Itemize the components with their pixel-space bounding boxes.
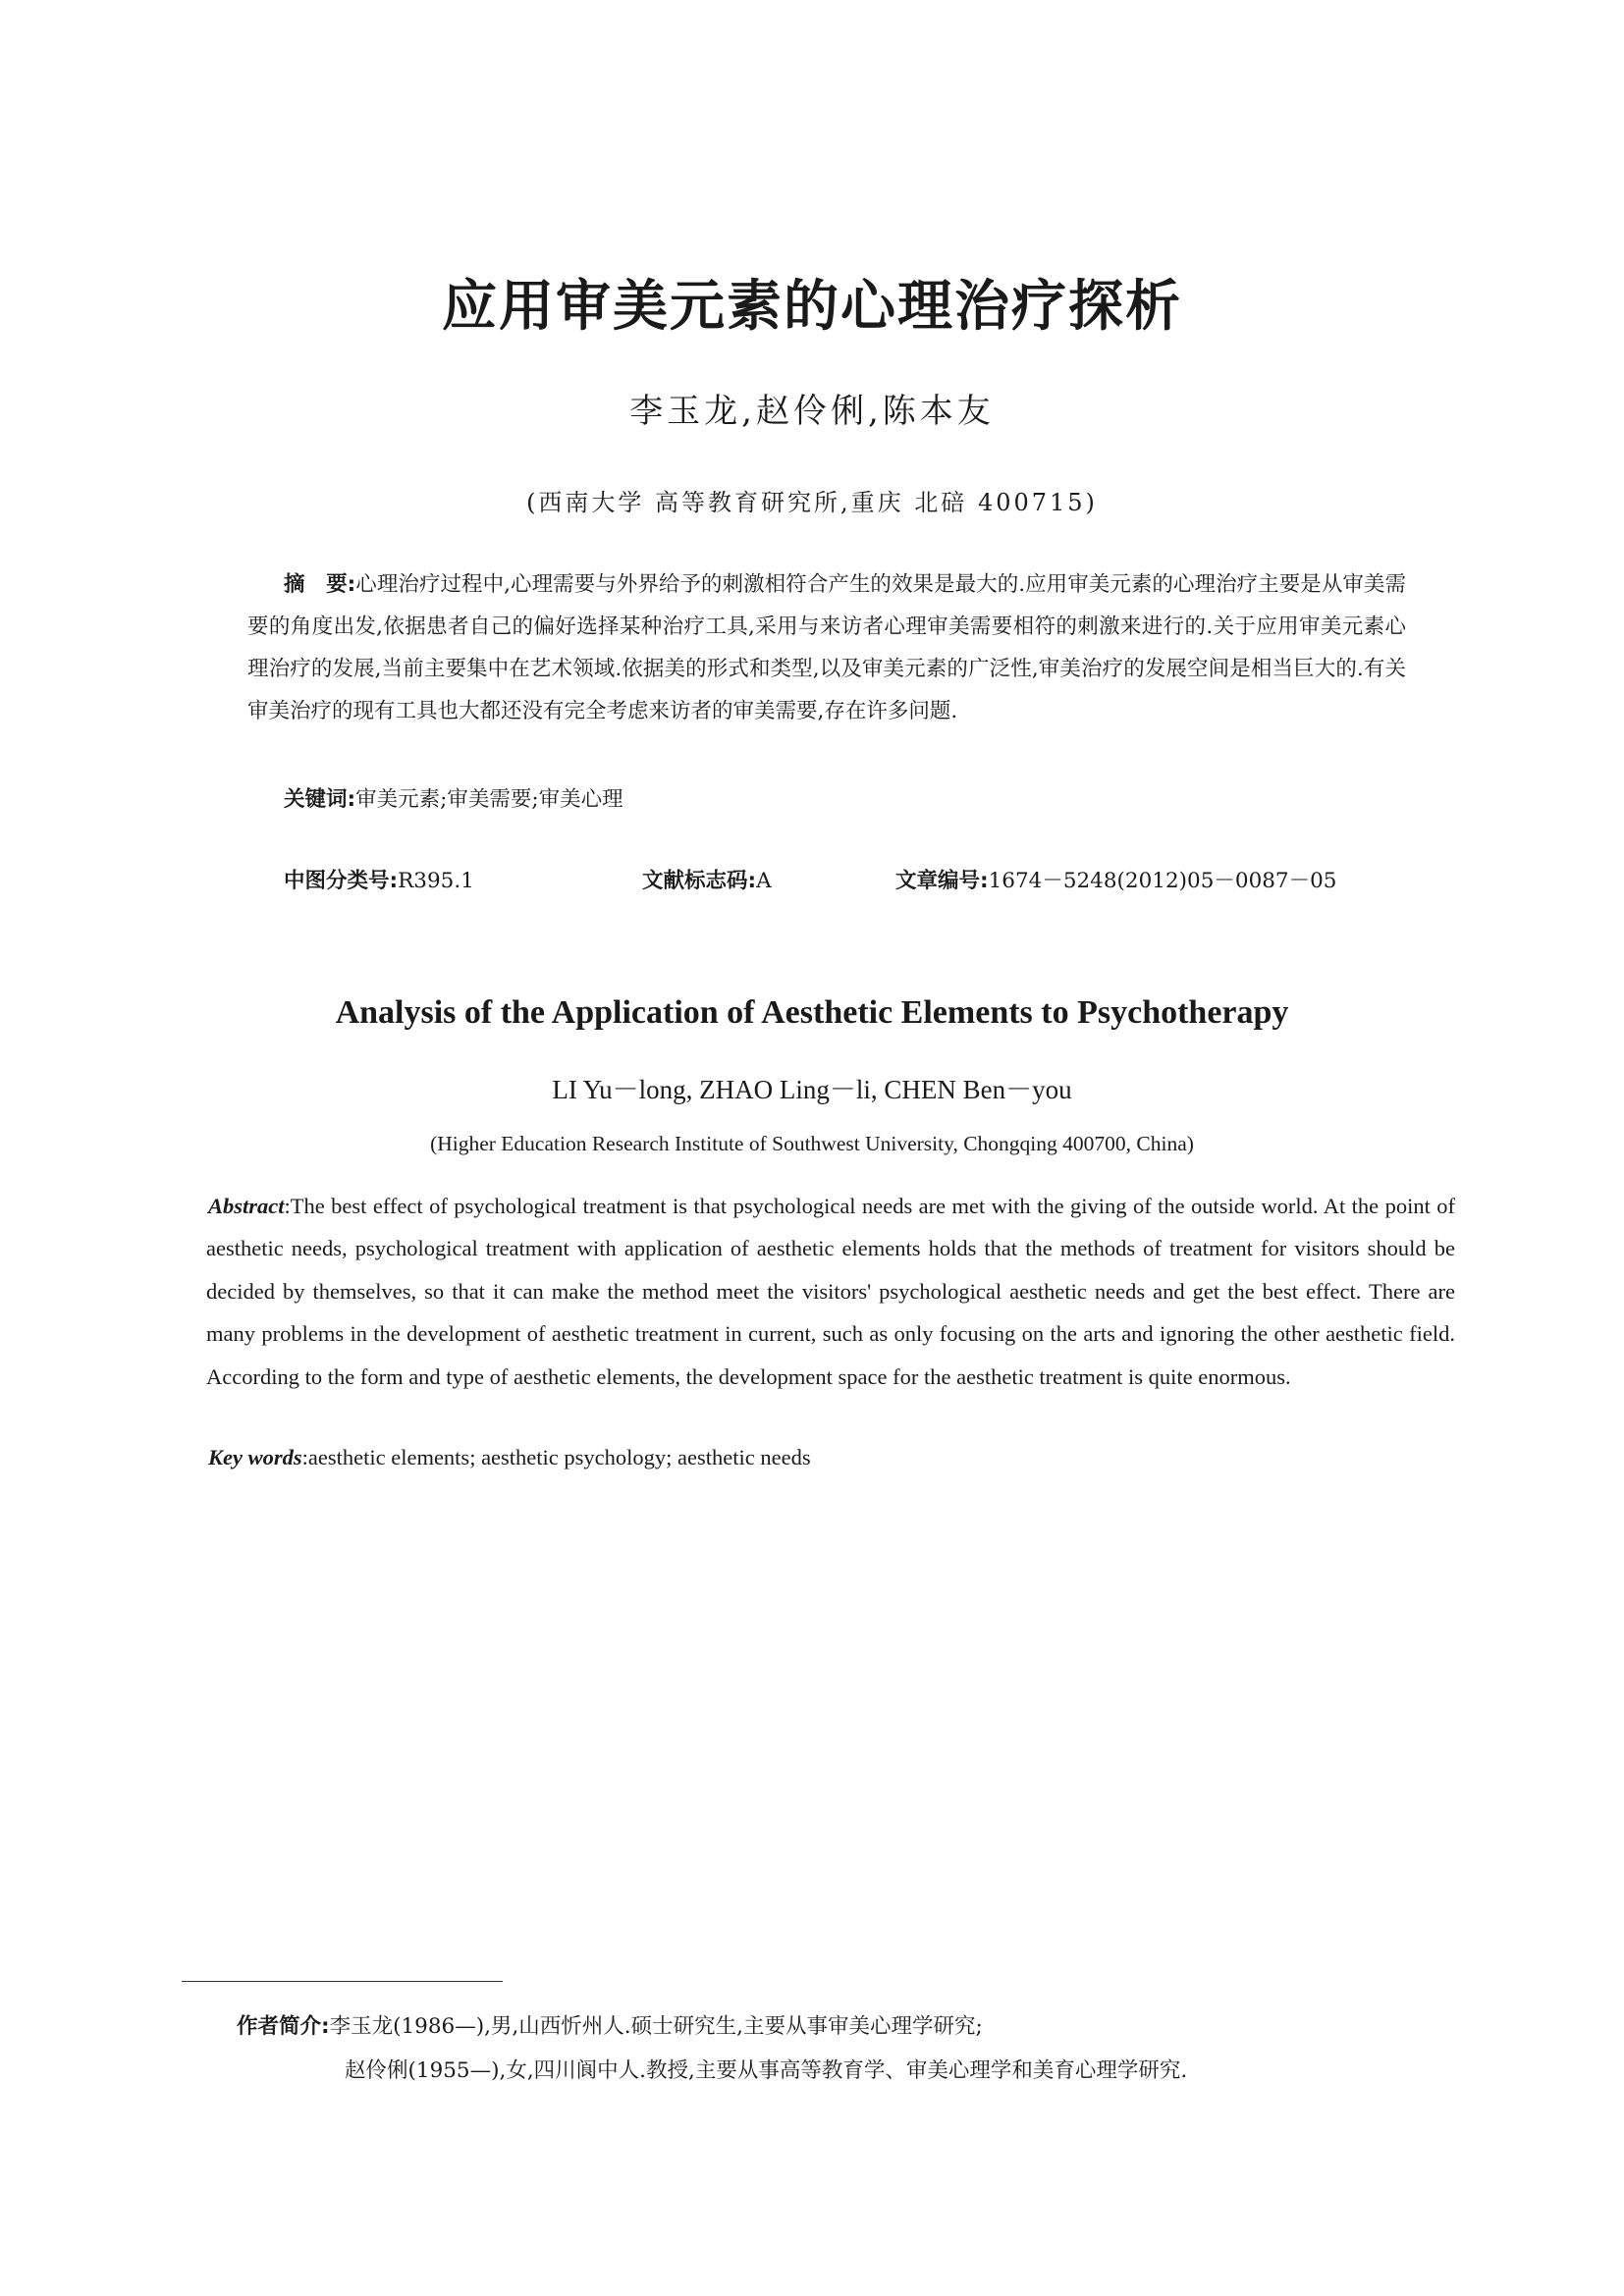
article-value: 1674－5248(2012)05－0087－05	[988, 869, 1337, 893]
keywords-en	[208, 1438, 811, 1477]
footnote-line-1: 李玉龙(1986—),男,山西忻州人.硕士研究生,主要从事审美心理学研究;	[329, 2014, 983, 2039]
abstract-en-text: The best effect of psychological treatment is that psychological needs are met with the giving of the outside world. At the point of aesthetic needs, psychological treatment with application of aesthetic elements holds that the methods of treatment for visitors should be decided by themselves, so that it can make the method meet the visitors' psychological aesthetic needs and get the best effect. There are many problems in the development of aesthetic treatment in current, such as only focusing on the arts and ignoring the other aesthetic field. According to the form and type of aesthetic elements, the development space for the aesthetic treatment is quite enormous.	[206, 1194, 1455, 1389]
clc-value: R395.1	[398, 869, 474, 893]
clc-label: 中图分类号:	[284, 869, 399, 893]
footnote-label: 作者简介:	[237, 2014, 330, 2039]
keywords-cn-text: 审美元素;审美需要;审美心理	[355, 787, 623, 812]
affiliation-en: (Higher Education Research Institute of Southwest University, Chongqing 400700, China)	[430, 1132, 1194, 1155]
keywords-en-sep: :	[301, 1445, 308, 1469]
keywords-en-label: Key words	[208, 1445, 302, 1469]
abstract-cn-label: 摘 要:	[284, 572, 356, 597]
authors-cn: 李玉龙,赵伶俐,陈本友	[629, 392, 995, 431]
title-en: Analysis of the Application of Aesthetic Elements to Psychotherapy	[335, 994, 1289, 1031]
doc-value: A	[756, 869, 772, 893]
footnote-author-2: 赵伶俐(1955—),女,四川阆中人.教授,主要从事高等教育学、审美心理学和美育心理学研究.	[345, 2058, 1188, 2083]
keywords-cn	[284, 778, 623, 821]
title-cn: 应用审美元素的心理治疗探析	[442, 274, 1182, 339]
abstract-en-sep: :	[284, 1194, 291, 1218]
keywords-en-text: aesthetic elements; aesthetic psychology; aesthetic needs	[307, 1445, 811, 1469]
article-label: 文章编号:	[895, 869, 989, 893]
keywords-cn-label: 关键词:	[284, 787, 356, 812]
abstract-cn	[247, 563, 1406, 732]
abstract-cn-text: 心理治疗过程中,心理需要与外界给予的刺激相符合产生的效果是最大的.应用审美元素的心理治疗主要是从审美需要的角度出发,依据患者自己的偏好选择某种治疗工具,采用与来访者心理审美需要相符的刺激来进行的.关于应用审美元素心理治疗的发展,当前主要集中在艺术领域.依据美的形式和类型,以及审美元素的广泛性,审美治疗的发展空间是相当巨大的.有关审美治疗的现有工具也大都还没有完全考虑来访者的审美需要,存在许多问题.	[247, 572, 1406, 723]
document-code	[642, 864, 772, 899]
footnote-divider	[182, 1981, 503, 1982]
abstract-en-label: Abstract	[208, 1194, 285, 1218]
authors-en: LI Yu－long, ZHAO Ling－li, CHEN Ben－you	[552, 1075, 1072, 1104]
abstract-en	[206, 1185, 1455, 1398]
article-number	[895, 864, 1336, 899]
footnote-author-1	[237, 2007, 983, 2047]
clc-number	[284, 864, 474, 899]
affiliation-cn: (西南大学 高等教育研究所,重庆 北碚 400715)	[526, 489, 1098, 516]
doc-label: 文献标志码:	[642, 869, 757, 893]
